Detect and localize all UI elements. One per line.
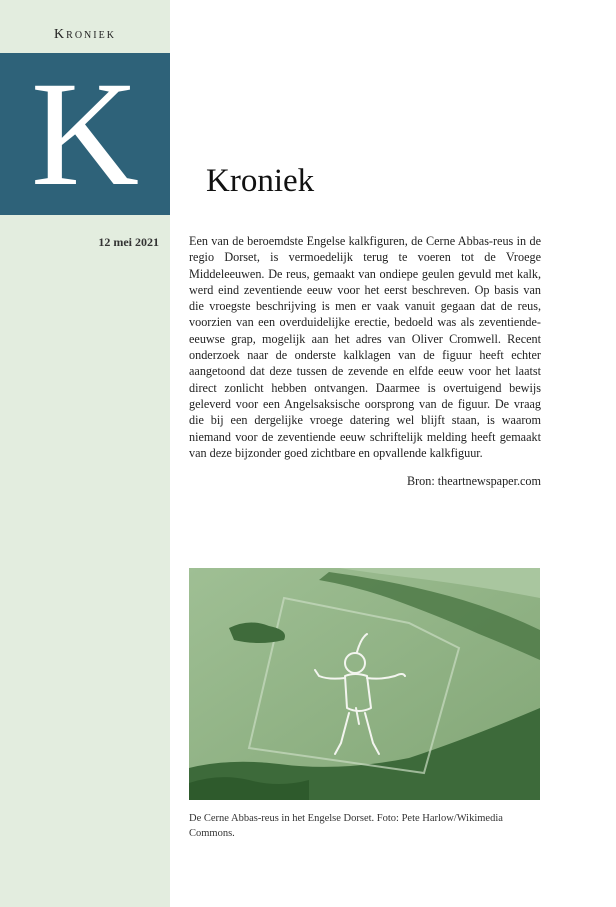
photo-caption: De Cerne Abbas-reus in het Engelse Dorset. Foto: Pete Harlow/Wikimedia Commons.	[189, 813, 503, 839]
initial-box	[0, 53, 170, 215]
section-label: Kroniek	[54, 27, 116, 42]
article-body: Een van de beroemdste Engelse kalkfiguren, de Cerne Abbas-reus in de regio Dorset, is vermoedelijk terug te voeren tot de Vroege Middeleeuwen. De reus, gemaakt van ondiepe geulen gevuld met kalk, werd eind zeventiende eeuw voor het eerst beschreven. Op basis van die vroegste beschrijving is men er vaak vanuit gegaan dat de reus, voorzien van een overduidelijke erectie, bedoeld was als zeventiende-eeuwse grap, mogelijk aan het adres van Oliver Cromwell. Recent onderzoek naar de onderste kalklagen van de figuur heeft echter aangetoond dat deze tussen de zevende en elfde eeuw voor het laatst direct zonlicht hebben ontvangen. Daarmee is overtuigend bewijs geleverd voor een Angelsaksische oorsprong van de figuur. De vraag die bij een dergelijke vroege datering wel blijft staan, is waarom niemand voor de zeventiende eeuw schriftelijk melding heeft gemaakt van deze bijzonder goed zichtbare en opvallende kalkfiguur.	[189, 234, 541, 460]
page-title: Kroniek	[206, 163, 315, 199]
article-source: Bron: theartnewspaper.com	[406, 474, 541, 488]
article-date: 12 mei 2021	[98, 235, 159, 249]
cerne-abbas-photo	[189, 568, 540, 800]
initial-letter: K	[30, 51, 140, 217]
